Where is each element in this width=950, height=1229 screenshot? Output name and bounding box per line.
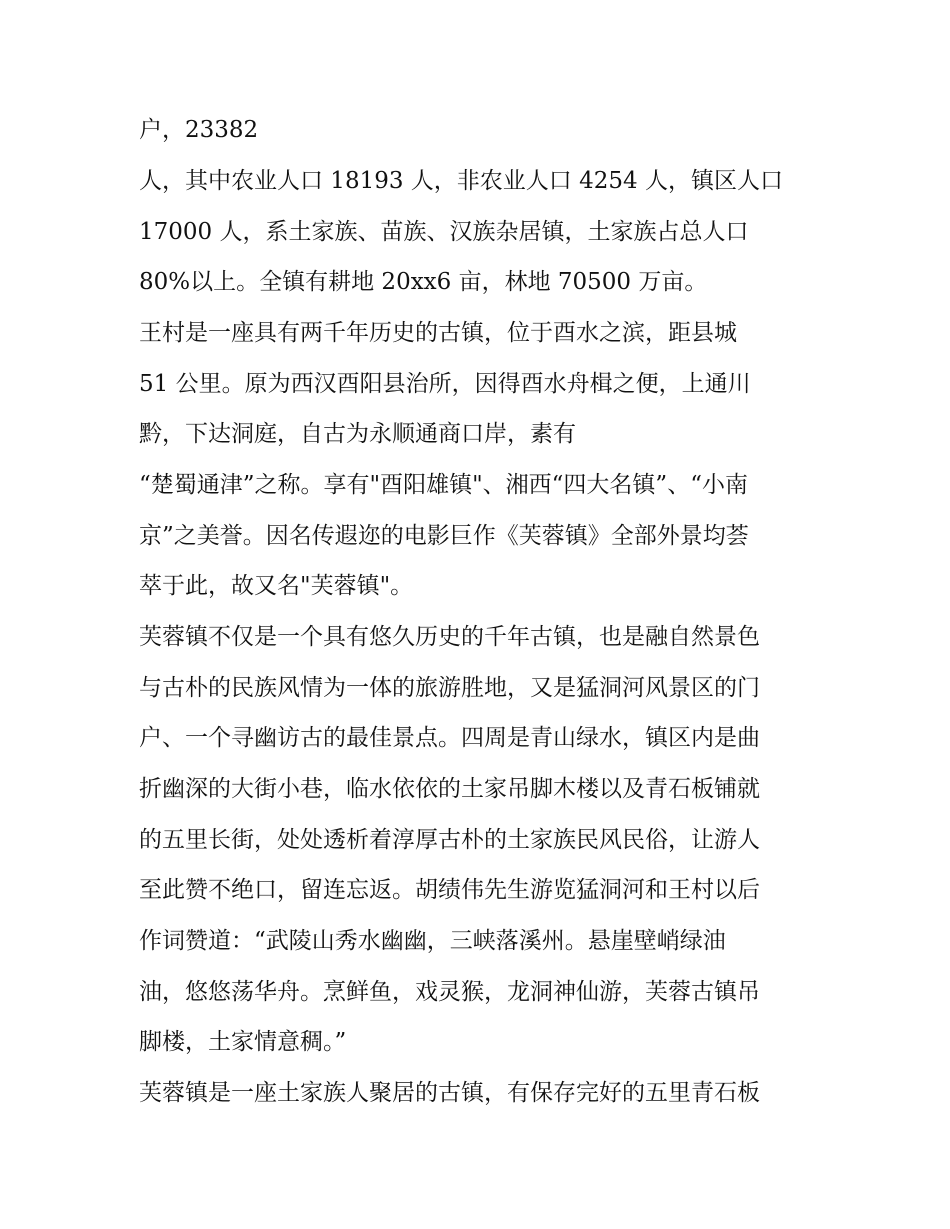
text-line: 80%以上。全镇有耕地 20xx6 亩，林地 70500 万亩。 — [139, 269, 708, 295]
text-line: 脚楼，土家情意稠。” — [139, 1029, 347, 1055]
text-line: 黔，下达洞庭，自古为永顺通商口岸，素有 — [139, 421, 576, 447]
text-line: 51 公里。原为西汉酉阳县治所，因得酉水舟楫之便，上通川 — [139, 371, 751, 397]
text-line: 户、一个寻幽访古的最佳景点。四周是青山绿水，镇区内是曲 — [139, 725, 760, 751]
text-line: 人，其中农业人口 18193 人，非农业人口 4254 人，镇区人口 — [139, 168, 783, 194]
text-line: 芙蓉镇是一座土家族人聚居的古镇，有保存完好的五里青石板 — [139, 1080, 760, 1106]
text-line: 至此赞不绝口，留连忘返。胡绩伟先生游览猛洞河和王村以后 — [139, 877, 760, 903]
text-line: 京”之美誉。因名传遐迩的电影巨作《芙蓉镇》全部外景均荟 — [139, 523, 749, 549]
text-line: 油，悠悠荡华舟。烹鲜鱼，戏灵猴，龙洞神仙游，芙蓉古镇吊 — [139, 979, 760, 1005]
text-line: 的五里长街，处处透析着淳厚古朴的土家族民风民俗，让游人 — [139, 827, 760, 853]
text-line: 折幽深的大街小巷，临水依依的土家吊脚木楼以及青石板铺就 — [139, 776, 760, 802]
text-line: 与古朴的民族风情为一体的旅游胜地，又是猛洞河风景区的门 — [139, 675, 760, 701]
text-line: 芙蓉镇不仅是一个具有悠久历史的千年古镇，也是融自然景色 — [139, 624, 760, 650]
text-line: 作词赞道：“武陵山秀水幽幽，三峡落溪州。悬崖壁峭绿油 — [139, 928, 726, 954]
text-line: 户，23382 — [139, 117, 259, 143]
text-line: 萃于此，故又名"芙蓉镇"。 — [139, 573, 414, 599]
text-line: “楚蜀通津”之称。享有"酉阳雄镇"、湘西“四大名镇”、“小南 — [139, 472, 748, 498]
text-line: 17000 人，系土家族、苗族、汉族杂居镇，土家族占总人口 — [139, 219, 749, 245]
text-line: 王村是一座具有两千年历史的古镇，位于酉水之滨，距县城 — [139, 320, 737, 346]
